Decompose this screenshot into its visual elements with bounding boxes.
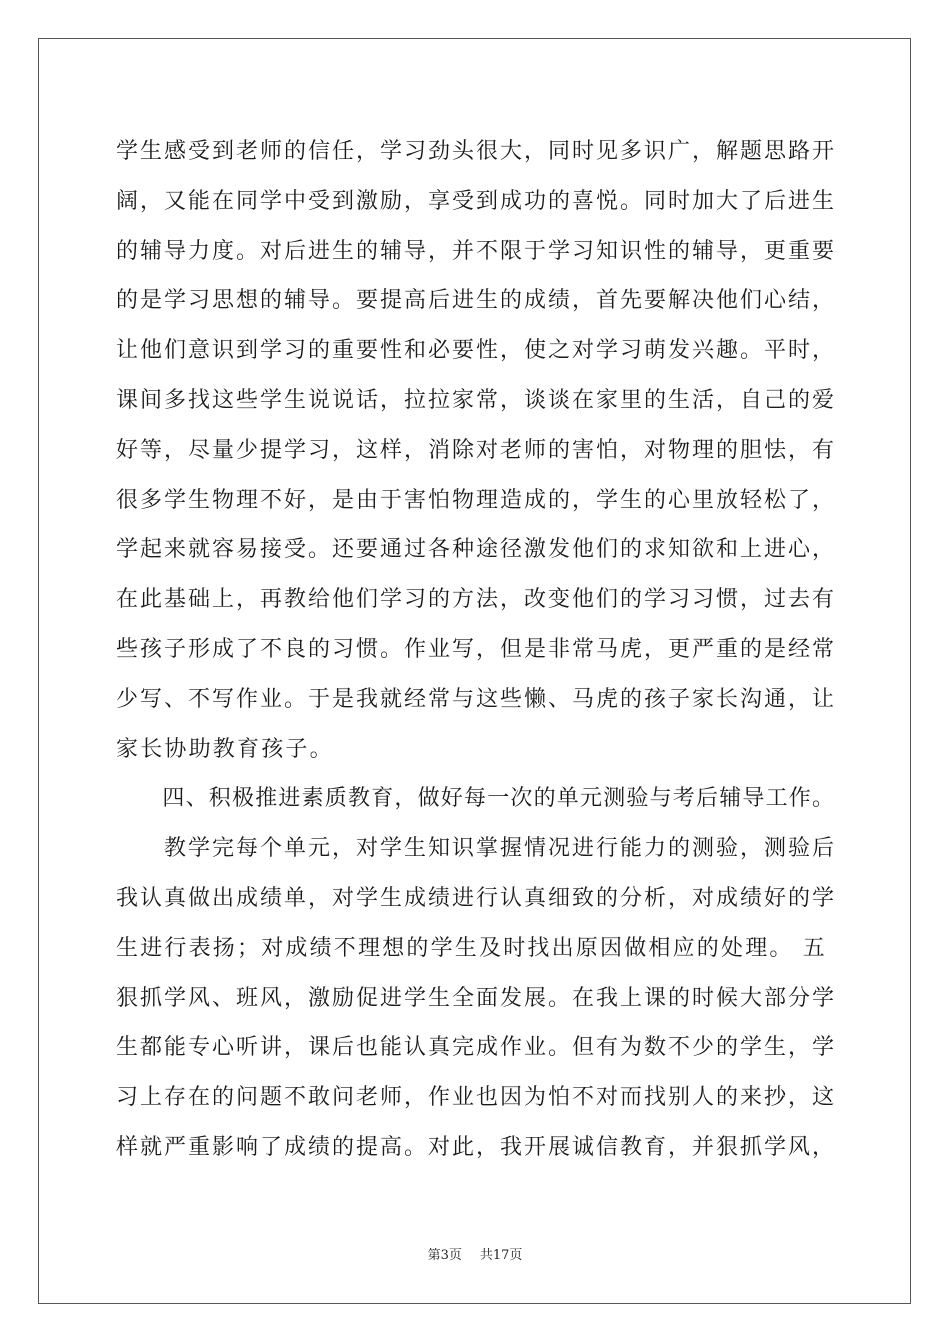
text-line: 少写、不写作业。于是我就经常与这些懒、马虎的孩子家长沟通，让 (116, 686, 836, 712)
text-line: 家长协助教育孩子。 (116, 736, 334, 762)
text-line: 我认真做出成绩单，对学生成绩进行认真细致的分析，对成绩好的学 (116, 885, 836, 911)
text-line: 生进行表扬；对成绩不理想的学生及时找出原因做相应的处理。 五 (116, 935, 827, 961)
section-heading: 四、积极推进素质教育，做好每一次的单元测验与考后辅导工作。 (116, 786, 836, 812)
text-line: 让他们意识到学习的重要性和必要性，使之对学习萌发兴趣。平时， (116, 338, 836, 364)
text-line: 在此基础上，再教给他们学习的方法，改变他们的学习习惯，过去有 (116, 587, 836, 613)
document-body (116, 127, 836, 1173)
text-line: 教学完每个单元，对学生知识掌握情况进行能力的测验，测验后 (116, 836, 836, 862)
text-line: 的辅导力度。对后进生的辅导，并不限于学习知识性的辅导，更重要 (116, 238, 836, 264)
text-line: 习上存在的问题不敢问老师，作业也因为怕不对而找别人的来抄，这 (116, 1085, 836, 1111)
text-line: 样就严重影响了成绩的提高。对此，我开展诚信教育，并狠抓学风， (116, 1134, 836, 1160)
page-footer (0, 1247, 950, 1265)
text-line: 很多学生物理不好，是由于害怕物理造成的，学生的心里放轻松了， (116, 487, 836, 513)
page-number: 第3页 (427, 1248, 462, 1263)
text-line: 些孩子形成了不良的习惯。作业写，但是非常马虎，更严重的是经常 (116, 636, 836, 662)
text-line: 生都能专心听讲，课后也能认真完成作业。但有为数不少的学生，学 (116, 1035, 836, 1061)
text-line: 学起来就容易接受。还要通过各种途径激发他们的求知欲和上进心， (116, 537, 836, 563)
text-line: 狠抓学风、班风，激励促进学生全面发展。在我上课的时候大部分学 (116, 985, 836, 1011)
text-line: 的是学习思想的辅导。要提高后进生的成绩，首先要解决他们心结， (116, 288, 836, 314)
text-line: 阔，又能在同学中受到激励，享受到成功的喜悦。同时加大了后进生 (116, 188, 836, 214)
text-line: 好等，尽量少提学习，这样，消除对老师的害怕，对物理的胆怯，有 (116, 437, 836, 463)
text-line: 学生感受到老师的信任，学习劲头很大，同时见多识广，解题思路开 (116, 139, 836, 164)
text-line: 课间多找这些学生说说话，拉拉家常，谈谈在家里的生活，自己的爱 (116, 387, 836, 413)
page-total: 共17页 (479, 1248, 523, 1263)
